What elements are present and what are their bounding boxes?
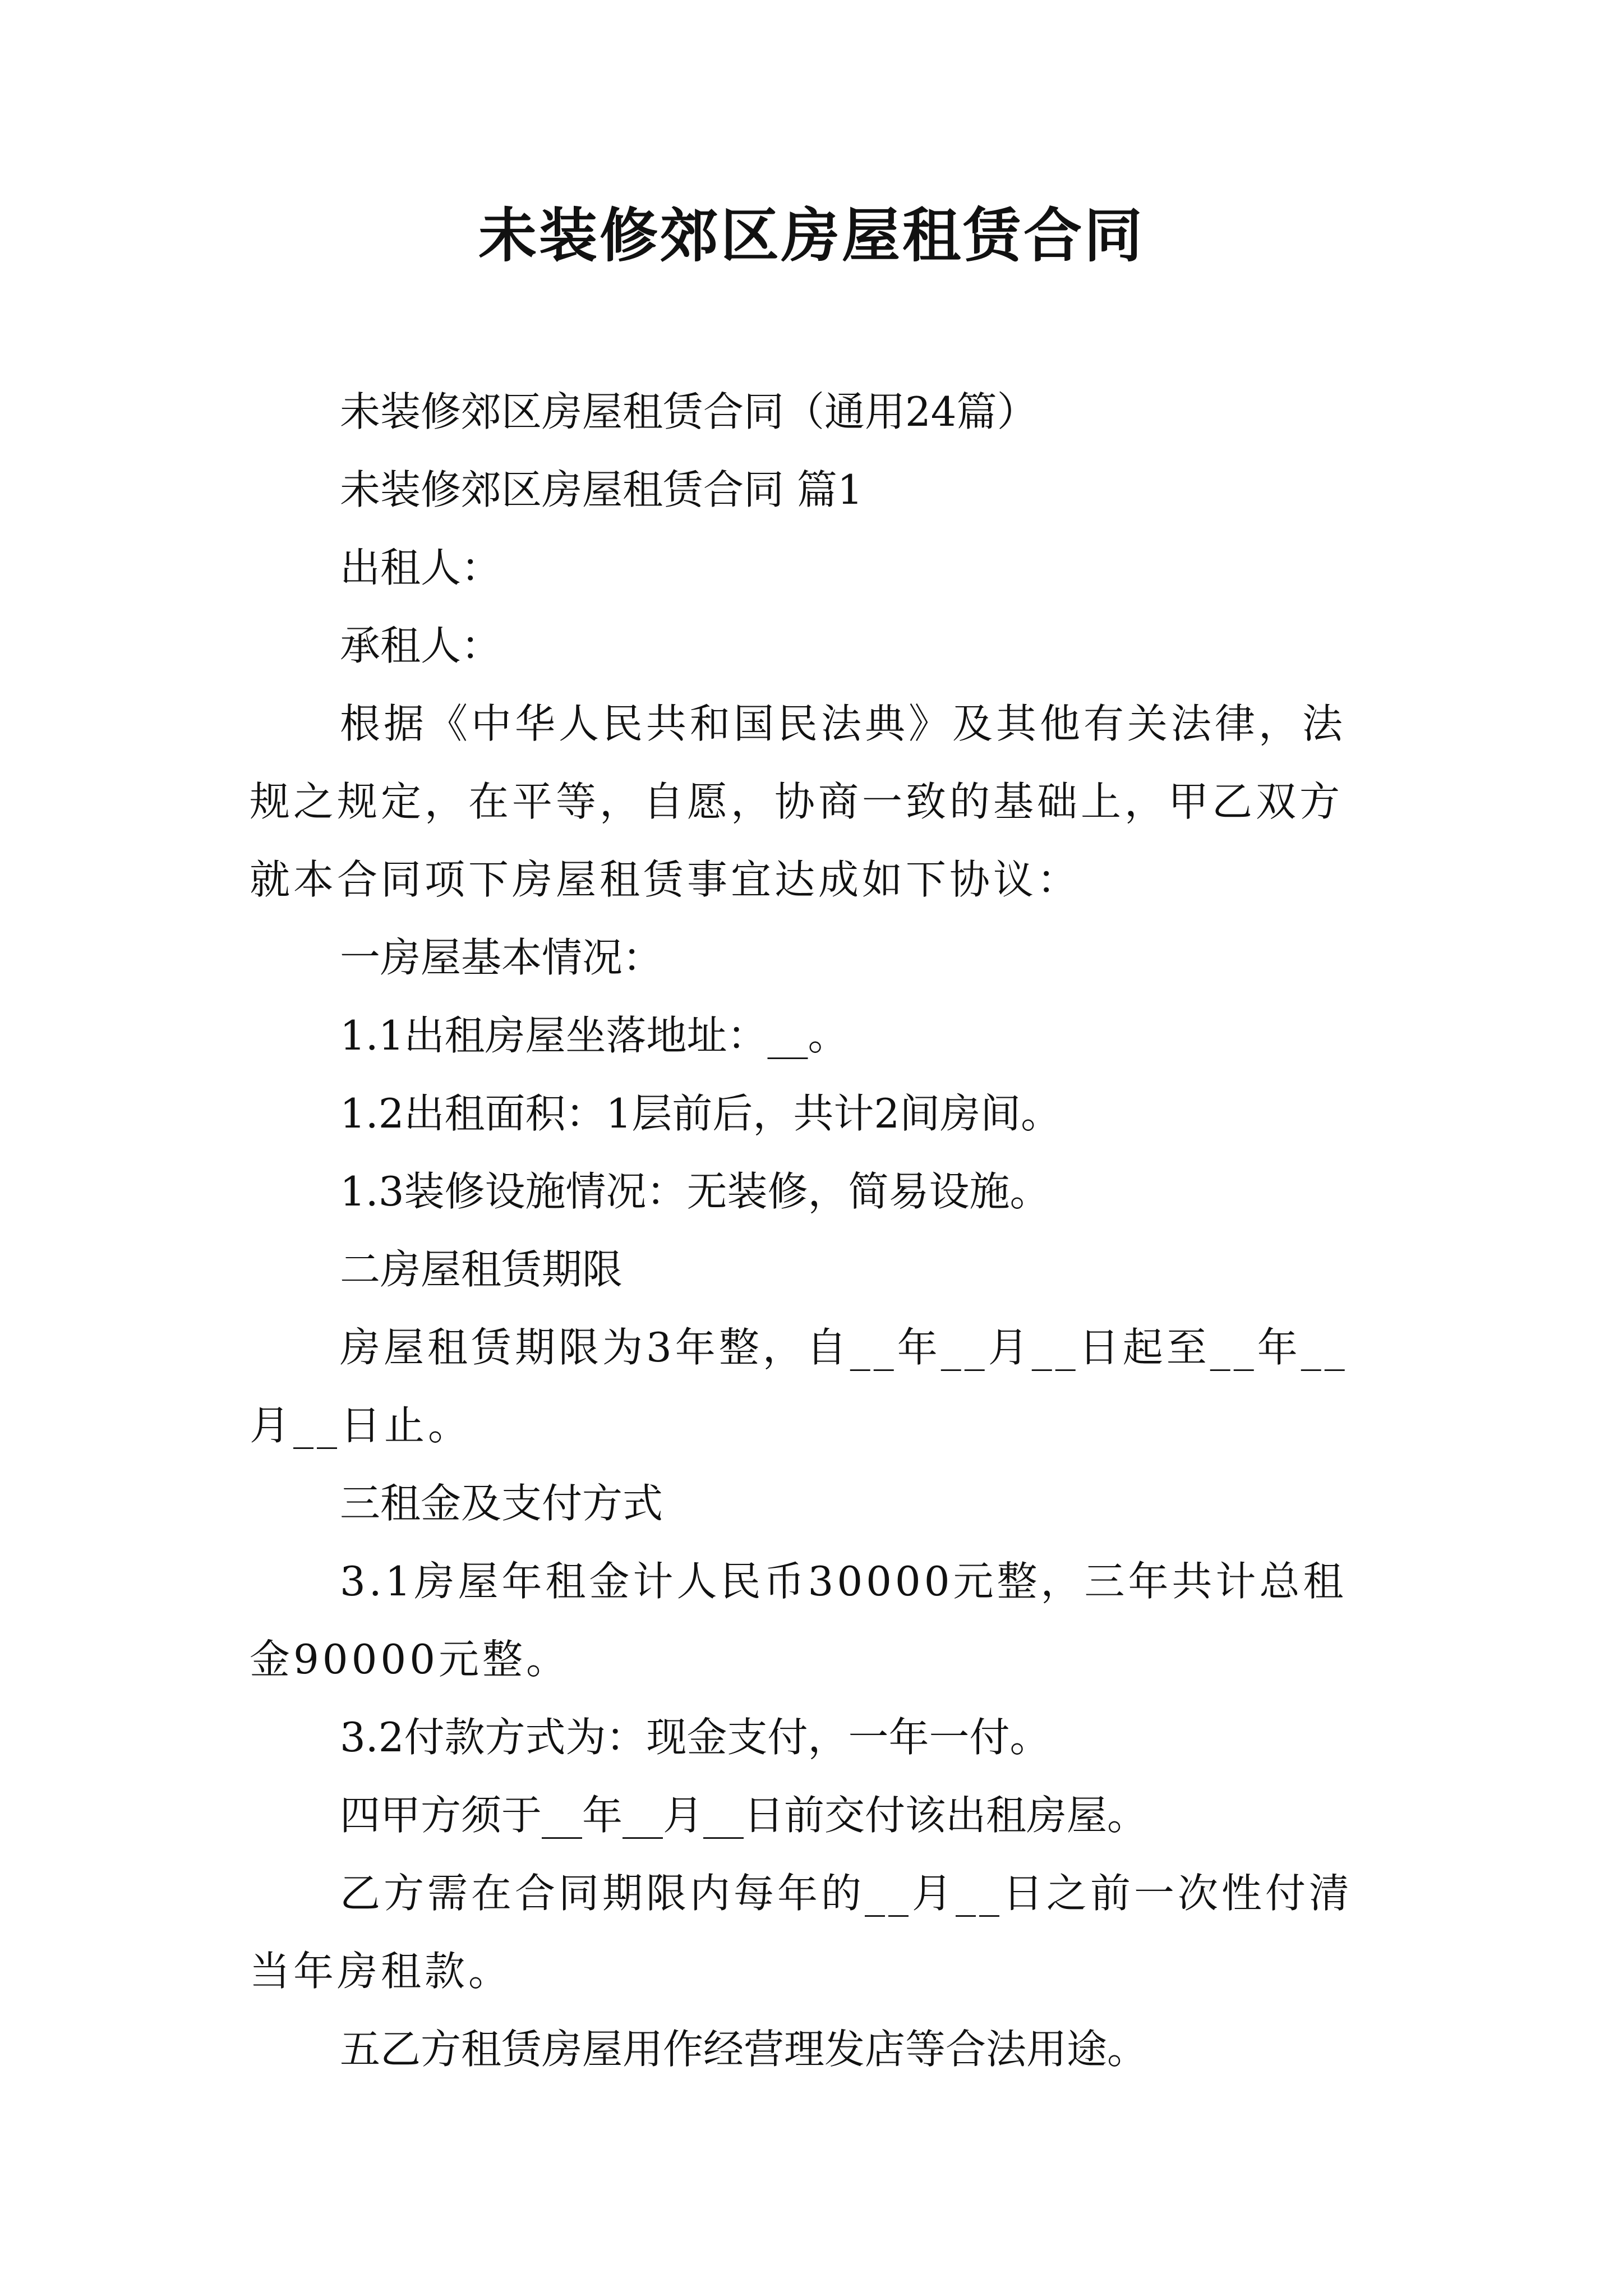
- clause-paragraph: 1.3装修设施情况：无装修，简易设施。: [340, 1168, 1050, 1215]
- clause-heading: 一房屋基本情况：: [340, 934, 663, 981]
- clause-heading: 三租金及支付方式: [340, 1480, 663, 1527]
- document-title: 未装修郊区房屋租赁合同: [478, 201, 1145, 270]
- clause-paragraph: 3.2付款方式为：现金支付，一年一付。: [340, 1714, 1050, 1761]
- section-heading: 未装修郊区房屋租赁合同 篇1: [340, 466, 863, 513]
- clause-paragraph: 1.1出租房屋坐落地址：__。: [340, 1012, 849, 1059]
- document-body: [250, 373, 1380, 2088]
- clause-paragraph: 五乙方租赁房屋用作经营理发店等合法用途。: [340, 2026, 1148, 2073]
- clause-heading: 二房屋租赁期限: [340, 1246, 623, 1293]
- lessee-line: 承租人：: [340, 622, 502, 669]
- preamble-paragraph: 根据《中华人民共和国民法典》及其他有关法律，法规之规定，在平等，自愿，协商一致的基础上，甲乙双方就本合同项下房屋租赁事宜达成如下协议：: [250, 700, 1347, 903]
- clause-paragraph: 3.1房屋年租金计人民币30000元整，三年共计总租金90000元整。: [250, 1558, 1347, 1683]
- clause-paragraph: 房屋租赁期限为3年整，自__年__月__日起至__年__月__日止。: [250, 1324, 1348, 1449]
- doc-subtitle: 未装修郊区房屋租赁合同（通用24篇）: [340, 388, 1038, 435]
- clause-paragraph: 乙方需在合同期限内每年的__月__日之前一次性付清当年房租款。: [250, 1870, 1353, 1995]
- clause-paragraph: 1.2出租面积：1层前后，共计2间房间。: [340, 1090, 1062, 1137]
- lessor-line: 出租人：: [340, 544, 502, 591]
- clause-paragraph: 四甲方须于__年__月__日前交付该出租房屋。: [340, 1792, 1148, 1839]
